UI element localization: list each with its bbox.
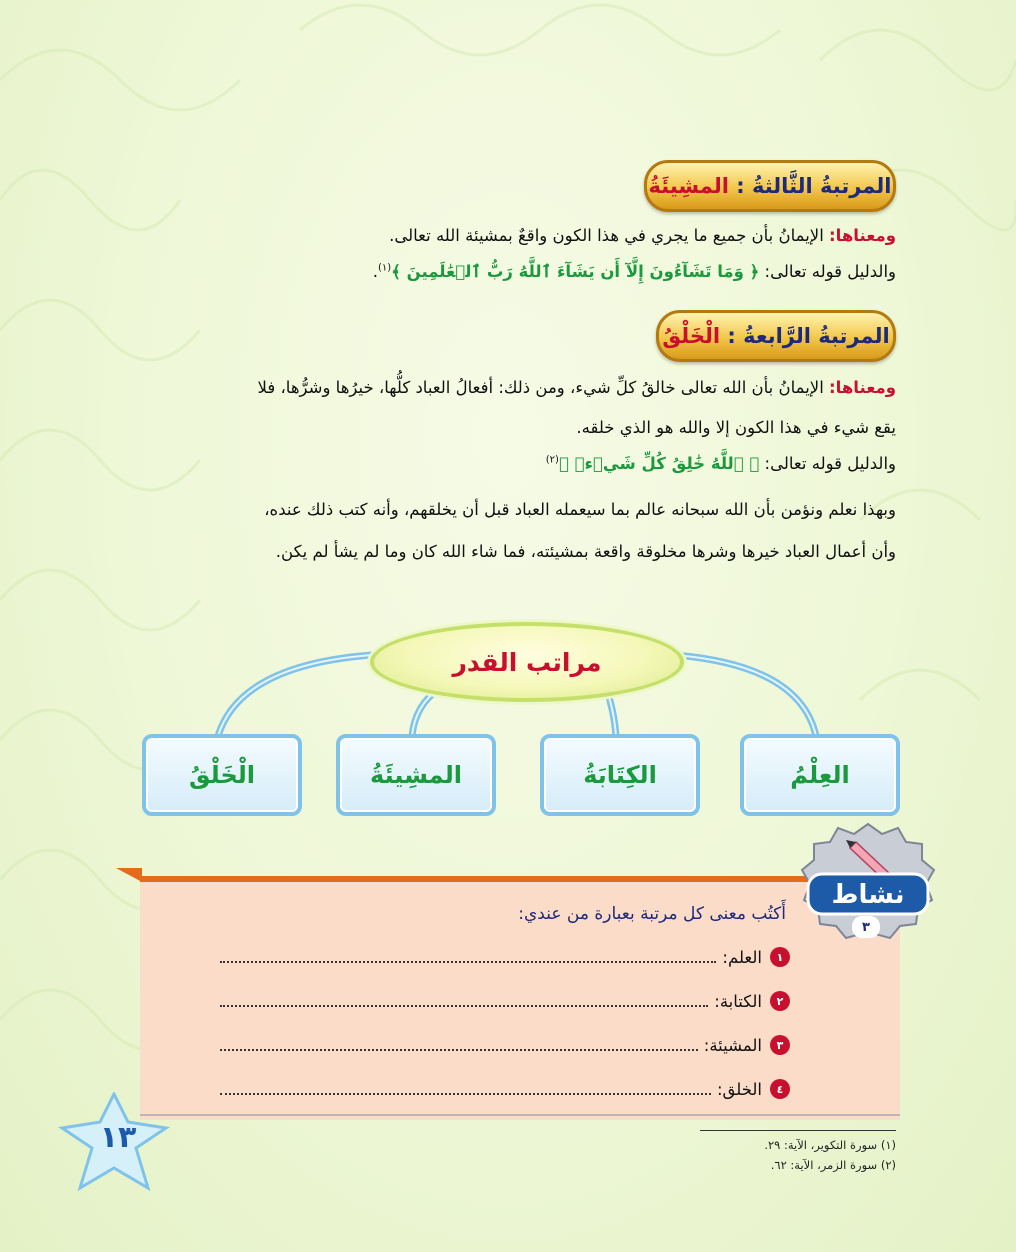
section4-verse: ﴿ ٱللَّهُ خَٰلِقُ كُلِّ شَيۡءٖ ﴾ [558,454,760,473]
answer-line[interactable] [220,1039,698,1051]
section3-meaning-label: ومعناها: [829,226,896,245]
section3-verse-end: . [372,262,379,281]
item-label: الخلق: [716,1079,762,1099]
activity-badge-label: نشاط [831,880,905,910]
item-number-badge: ٣ [770,1035,790,1055]
answer-line[interactable] [220,1083,711,1095]
footnote-1: (١) سورة التكوير، الآية: ٢٩. [764,1138,896,1152]
activity-prompt: أَكتُب معنى كل مرتبة بعبارة من عندي: [518,904,786,924]
diagram-node-creation: الْخَلْقُ [142,734,302,816]
connector-left [218,655,372,736]
section4-evidence-label: والدليل قوله تعالى: [759,454,896,473]
activity-corner [116,868,142,882]
section4-footnote-ref: (٢) [545,454,559,466]
item-label: المشيئة: [703,1035,762,1055]
answer-line[interactable] [220,951,716,963]
item-number-badge: ٢ [770,991,790,1011]
answer-line[interactable] [220,995,708,1007]
connector-mid-left [412,688,440,736]
activity-item[interactable] [220,1078,790,1100]
section3-footnote-ref: (١) [378,262,392,274]
section3-verse: ﴿ وَمَا تَشَآءُونَ إِلَّآ أَن يَشَآءَ ٱللَّهُ رَبُّ ٱلۡعَٰلَمِينَ ﴾ [391,262,760,281]
activity-item[interactable] [220,946,790,968]
section4-meaning-label: ومعناها: [829,378,896,397]
footnote-rule [700,1130,896,1131]
activity-bottom-rule [140,1114,900,1116]
section4-paragraph-line2: وأن أعمال العباد خيرها وشرها مخلوقة واقعة بمشيئته، فما شاء الله كان وما لم يشأ لم يكن. [275,542,896,561]
diagram-node-writing: الكِتَابَةُ [540,734,700,816]
section3-heading-term: المشِيئَةُ [648,174,729,198]
page-number: ١٣ [99,1120,137,1155]
section4-meaning-line2: يقع شيء في هذا الكون إلا والله هو الذي خلقه. [576,418,896,437]
diagram-root: مراتب القدر [370,622,684,702]
diagram-node-will: المشِيئَةُ [336,734,496,816]
activity-item[interactable] [220,1034,790,1056]
activity-item[interactable] [220,990,790,1012]
item-label: العلم: [722,947,762,967]
section4-meaning-text1: الإيمانُ بأن الله تعالى خالقُ كلِّ شيء، ومن ذلك: أفعالُ العباد كلُّها، خيرُها وشرُّها، فلا [257,378,830,397]
item-label: الكتابة: [714,991,762,1011]
section3-meaning-text: الإيمانُ بأن جميع ما يجري في هذا الكون واقعٌ بمشيئة الله تعالى. [389,226,830,245]
section4-heading-term: الْخَلْقُ [662,324,721,348]
footnote-2: (٢) سورة الزمر، الآية: ٦٢. [770,1158,896,1172]
diagram-node-knowledge: العِلْمُ [740,734,900,816]
item-number-badge: ١ [770,947,790,967]
section4-paragraph-line1: وبهذا نعلم ونؤمن بأن الله سبحانه عالم بما سيعمله العباد قبل أن يخلقهم، وأنه كتب ذلك عنده، [264,500,896,519]
section3-evidence-label: والدليل قوله تعالى: [759,262,896,281]
section4-heading-prefix: المرتبةُ الرَّابعةُ : [727,324,890,348]
item-number-badge: ٤ [770,1079,790,1099]
activity-badge-number: ٣ [852,916,880,938]
section3-heading-prefix: المرتبةُ الثَّالثةُ : [736,174,892,198]
